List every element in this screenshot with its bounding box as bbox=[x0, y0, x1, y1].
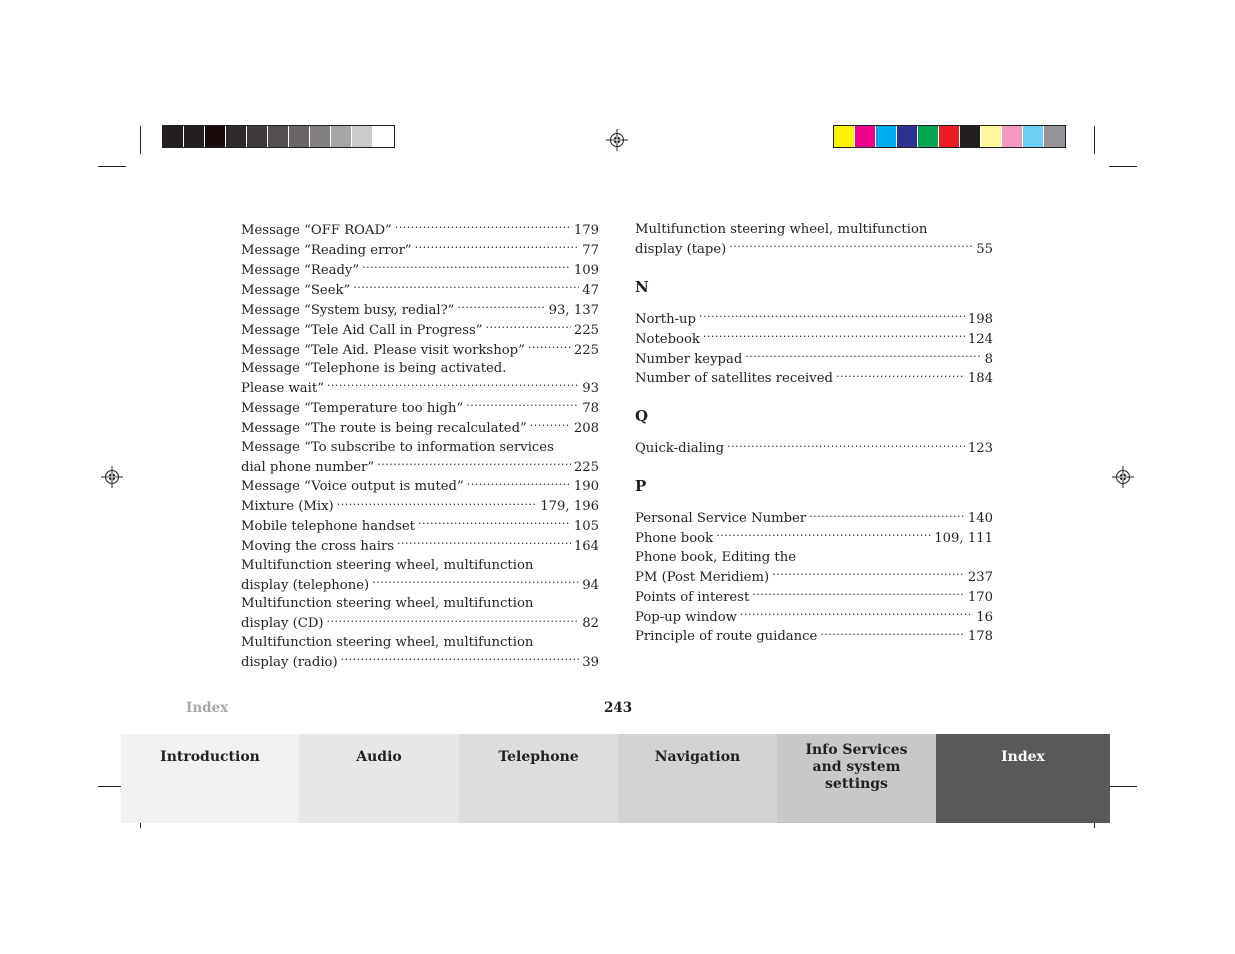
gray-swatch bbox=[331, 126, 352, 147]
index-entry bbox=[635, 310, 993, 330]
color-swatch bbox=[960, 126, 981, 147]
entry-term: North-up bbox=[635, 311, 696, 327]
color-swatch bbox=[981, 126, 1002, 147]
color-swatch bbox=[897, 126, 918, 147]
tab-label: Index bbox=[1001, 749, 1045, 765]
index-entry bbox=[241, 340, 599, 360]
index-entry bbox=[241, 320, 599, 340]
dot-leader bbox=[716, 529, 931, 542]
crop-mark bbox=[1094, 126, 1095, 154]
entry-term: Message “The route is being recalculated” bbox=[241, 420, 527, 436]
grayscale-color-bar bbox=[162, 125, 395, 148]
entry-term: Personal Service Number bbox=[635, 511, 807, 527]
index-entry-line: Message “To subscribe to information services bbox=[241, 439, 554, 455]
entry-term: Message “Tele Aid. Please visit workshop” bbox=[241, 342, 525, 358]
dot-leader bbox=[467, 477, 571, 490]
crop-mark bbox=[140, 126, 141, 154]
entry-page-ref: 190 bbox=[573, 479, 599, 495]
index-entry bbox=[241, 379, 599, 399]
entry-page-ref: 184 bbox=[967, 371, 993, 387]
index-entry bbox=[241, 575, 599, 595]
dot-leader bbox=[327, 614, 580, 627]
entry-page-ref: 179, 196 bbox=[540, 499, 599, 515]
color-swatch bbox=[939, 126, 960, 147]
dot-leader bbox=[377, 457, 571, 470]
index-letter-heading: Q bbox=[635, 407, 649, 426]
index-entry bbox=[241, 419, 599, 439]
index-entry bbox=[635, 529, 993, 549]
registration-mark-icon bbox=[1112, 466, 1134, 488]
dot-leader bbox=[372, 575, 579, 588]
entry-term: Please wait” bbox=[241, 381, 324, 397]
gray-swatch bbox=[289, 126, 310, 147]
entry-term: Phone book bbox=[635, 531, 714, 547]
tab-introduction[interactable] bbox=[121, 734, 299, 823]
index-entry bbox=[241, 537, 599, 557]
dot-leader bbox=[809, 509, 965, 522]
tab-navigation[interactable] bbox=[618, 734, 777, 823]
entry-page-ref: 124 bbox=[967, 331, 993, 347]
entry-term: Pop-up window bbox=[635, 609, 737, 625]
index-entry bbox=[635, 568, 993, 588]
index-entry-line: Multifunction steering wheel, multifunction bbox=[635, 222, 928, 237]
entry-page-ref: 93, 137 bbox=[548, 302, 599, 318]
entry-term: Message “Temperature too high” bbox=[241, 401, 464, 417]
dot-leader bbox=[740, 607, 973, 620]
entry-page-ref: 8 bbox=[984, 351, 993, 367]
entry-page-ref: 225 bbox=[573, 459, 599, 475]
index-entry bbox=[241, 221, 599, 241]
entry-term: Notebook bbox=[635, 331, 700, 347]
index-entry bbox=[635, 329, 993, 349]
crop-mark bbox=[1109, 166, 1137, 167]
entry-term: Message “Reading error” bbox=[241, 243, 412, 259]
gray-swatch bbox=[373, 126, 394, 147]
dot-leader bbox=[530, 419, 571, 432]
index-entry bbox=[241, 614, 599, 634]
dot-leader bbox=[415, 241, 580, 254]
entry-page-ref: 109, 111 bbox=[934, 531, 993, 547]
index-entry bbox=[635, 240, 993, 260]
entry-page-ref: 225 bbox=[573, 342, 599, 358]
registration-mark-icon bbox=[606, 129, 628, 151]
entry-term: Mobile telephone handset bbox=[241, 519, 415, 535]
tab-telephone[interactable] bbox=[459, 734, 618, 823]
dot-leader bbox=[745, 349, 981, 362]
entry-term: Message “Tele Aid Call in Progress” bbox=[241, 322, 483, 338]
entry-term: Message “Voice output is muted” bbox=[241, 479, 464, 495]
tab-label: Navigation bbox=[654, 749, 741, 765]
tab-label: Telephone bbox=[498, 749, 579, 765]
index-entry-line: Message “Telephone is being activated. bbox=[241, 361, 507, 377]
entry-term: Points of interest bbox=[635, 589, 750, 605]
entry-term: Principle of route guidance bbox=[635, 629, 818, 645]
dot-leader bbox=[418, 517, 571, 530]
entry-term: Message “OFF ROAD” bbox=[241, 223, 392, 239]
crop-mark bbox=[1109, 786, 1137, 787]
dot-leader bbox=[457, 301, 545, 314]
index-entry bbox=[241, 399, 599, 419]
dot-leader bbox=[362, 261, 571, 274]
dot-leader bbox=[820, 627, 964, 640]
dot-leader bbox=[727, 439, 965, 452]
entry-page-ref: 170 bbox=[967, 589, 993, 605]
index-entry bbox=[241, 653, 599, 673]
page-number: 243 bbox=[604, 700, 633, 716]
gray-swatch bbox=[226, 126, 247, 147]
dot-leader bbox=[836, 369, 965, 382]
entry-term: Number of satellites received bbox=[635, 371, 833, 387]
entry-page-ref: 178 bbox=[967, 629, 993, 645]
chapter-tabs bbox=[121, 734, 1110, 823]
index-entry bbox=[635, 587, 993, 607]
dot-leader bbox=[752, 587, 965, 600]
gray-swatch bbox=[205, 126, 226, 147]
color-swatch bbox=[1044, 126, 1065, 147]
index-entry bbox=[241, 241, 599, 261]
index-entry bbox=[241, 477, 599, 497]
entry-page-ref: 140 bbox=[967, 511, 993, 527]
entry-term: Message “System busy, redial?” bbox=[241, 302, 455, 318]
index-entry bbox=[241, 261, 599, 281]
dot-leader bbox=[397, 537, 571, 550]
entry-term: Number keypad bbox=[635, 351, 743, 367]
entry-page-ref: 208 bbox=[573, 420, 599, 436]
index-entry bbox=[241, 281, 599, 301]
index-entry-line: Multifunction steering wheel, multifunction bbox=[241, 596, 534, 612]
gray-swatch bbox=[184, 126, 205, 147]
color-swatch bbox=[1023, 126, 1044, 147]
entry-page-ref: 16 bbox=[976, 609, 993, 625]
entry-page-ref: 47 bbox=[582, 282, 599, 298]
entry-page-ref: 123 bbox=[967, 441, 993, 457]
tab-info[interactable] bbox=[777, 734, 936, 823]
index-left-column bbox=[241, 221, 599, 673]
dot-leader bbox=[466, 399, 579, 412]
crop-mark bbox=[98, 166, 126, 167]
color-swatch bbox=[855, 126, 876, 147]
entry-page-ref: 198 bbox=[967, 311, 993, 327]
dot-leader bbox=[341, 653, 580, 666]
registration-mark-icon bbox=[101, 466, 123, 488]
entry-page-ref: 109 bbox=[573, 262, 599, 278]
entry-page-ref: 82 bbox=[582, 616, 599, 632]
color-swatch bbox=[876, 126, 897, 147]
entry-term: Message “Seek” bbox=[241, 282, 351, 298]
gray-swatch bbox=[247, 126, 268, 147]
gray-swatch bbox=[163, 126, 184, 147]
entry-page-ref: 164 bbox=[573, 539, 599, 555]
index-entry bbox=[635, 439, 993, 459]
index-letter-heading: N bbox=[635, 277, 649, 296]
entry-term: Quick-dialing bbox=[635, 441, 725, 457]
index-entry bbox=[241, 457, 599, 477]
entry-page-ref: 179 bbox=[573, 223, 599, 239]
entry-page-ref: 39 bbox=[582, 654, 599, 670]
index-letter-heading: P bbox=[635, 477, 647, 496]
dot-leader bbox=[353, 281, 579, 294]
entry-term: PM (Post Meridiem) bbox=[635, 569, 770, 585]
entry-page-ref: 77 bbox=[582, 243, 599, 259]
index-entry-line: Multifunction steering wheel, multifunction bbox=[241, 557, 534, 573]
dot-leader bbox=[395, 221, 571, 234]
entry-page-ref: 225 bbox=[573, 322, 599, 338]
entry-term: Moving the cross hairs bbox=[241, 539, 395, 555]
dot-leader bbox=[772, 568, 965, 581]
entry-page-ref: 237 bbox=[967, 569, 993, 585]
process-color-bar bbox=[833, 125, 1066, 148]
gray-swatch bbox=[310, 126, 331, 147]
entry-page-ref: 78 bbox=[582, 401, 599, 417]
entry-term: display (telephone) bbox=[241, 577, 370, 593]
color-swatch bbox=[834, 126, 855, 147]
index-entry bbox=[635, 509, 993, 529]
dot-leader bbox=[327, 379, 579, 392]
index-entry bbox=[635, 627, 993, 647]
entry-term: display (tape) bbox=[635, 241, 727, 257]
index-entry bbox=[241, 497, 599, 517]
index-right-column bbox=[635, 221, 993, 647]
tab-label: Info Services and system settings bbox=[805, 742, 908, 792]
entry-term: dial phone number” bbox=[241, 459, 375, 475]
color-swatch bbox=[1002, 126, 1023, 147]
section-label: Index bbox=[186, 700, 229, 716]
dot-leader bbox=[485, 320, 570, 333]
tab-label: Introduction bbox=[160, 749, 260, 765]
dot-leader bbox=[729, 240, 973, 253]
entry-page-ref: 93 bbox=[582, 381, 599, 397]
entry-page-ref: 105 bbox=[573, 519, 599, 535]
dot-leader bbox=[337, 497, 538, 510]
index-entry-line: Multifunction steering wheel, multifunction bbox=[241, 634, 534, 650]
index-entry bbox=[635, 607, 993, 627]
tab-label: Audio bbox=[356, 749, 402, 765]
tab-audio[interactable] bbox=[299, 734, 459, 823]
gray-swatch bbox=[352, 126, 373, 147]
index-entry bbox=[241, 301, 599, 321]
index-entry-line: Phone book, Editing the bbox=[635, 549, 797, 565]
dot-leader bbox=[528, 340, 571, 353]
index-entry bbox=[241, 517, 599, 537]
color-swatch bbox=[918, 126, 939, 147]
dot-leader bbox=[699, 310, 965, 323]
entry-term: display (radio) bbox=[241, 654, 338, 670]
tab-index[interactable] bbox=[936, 734, 1110, 823]
index-entry bbox=[635, 349, 993, 369]
index-entry bbox=[635, 369, 993, 389]
entry-page-ref: 94 bbox=[582, 577, 599, 593]
entry-page-ref: 55 bbox=[976, 241, 993, 257]
entry-term: Message “Ready” bbox=[241, 262, 360, 278]
gray-swatch bbox=[268, 126, 289, 147]
entry-term: Mixture (Mix) bbox=[241, 499, 334, 515]
entry-term: display (CD) bbox=[241, 616, 324, 632]
dot-leader bbox=[703, 329, 965, 342]
